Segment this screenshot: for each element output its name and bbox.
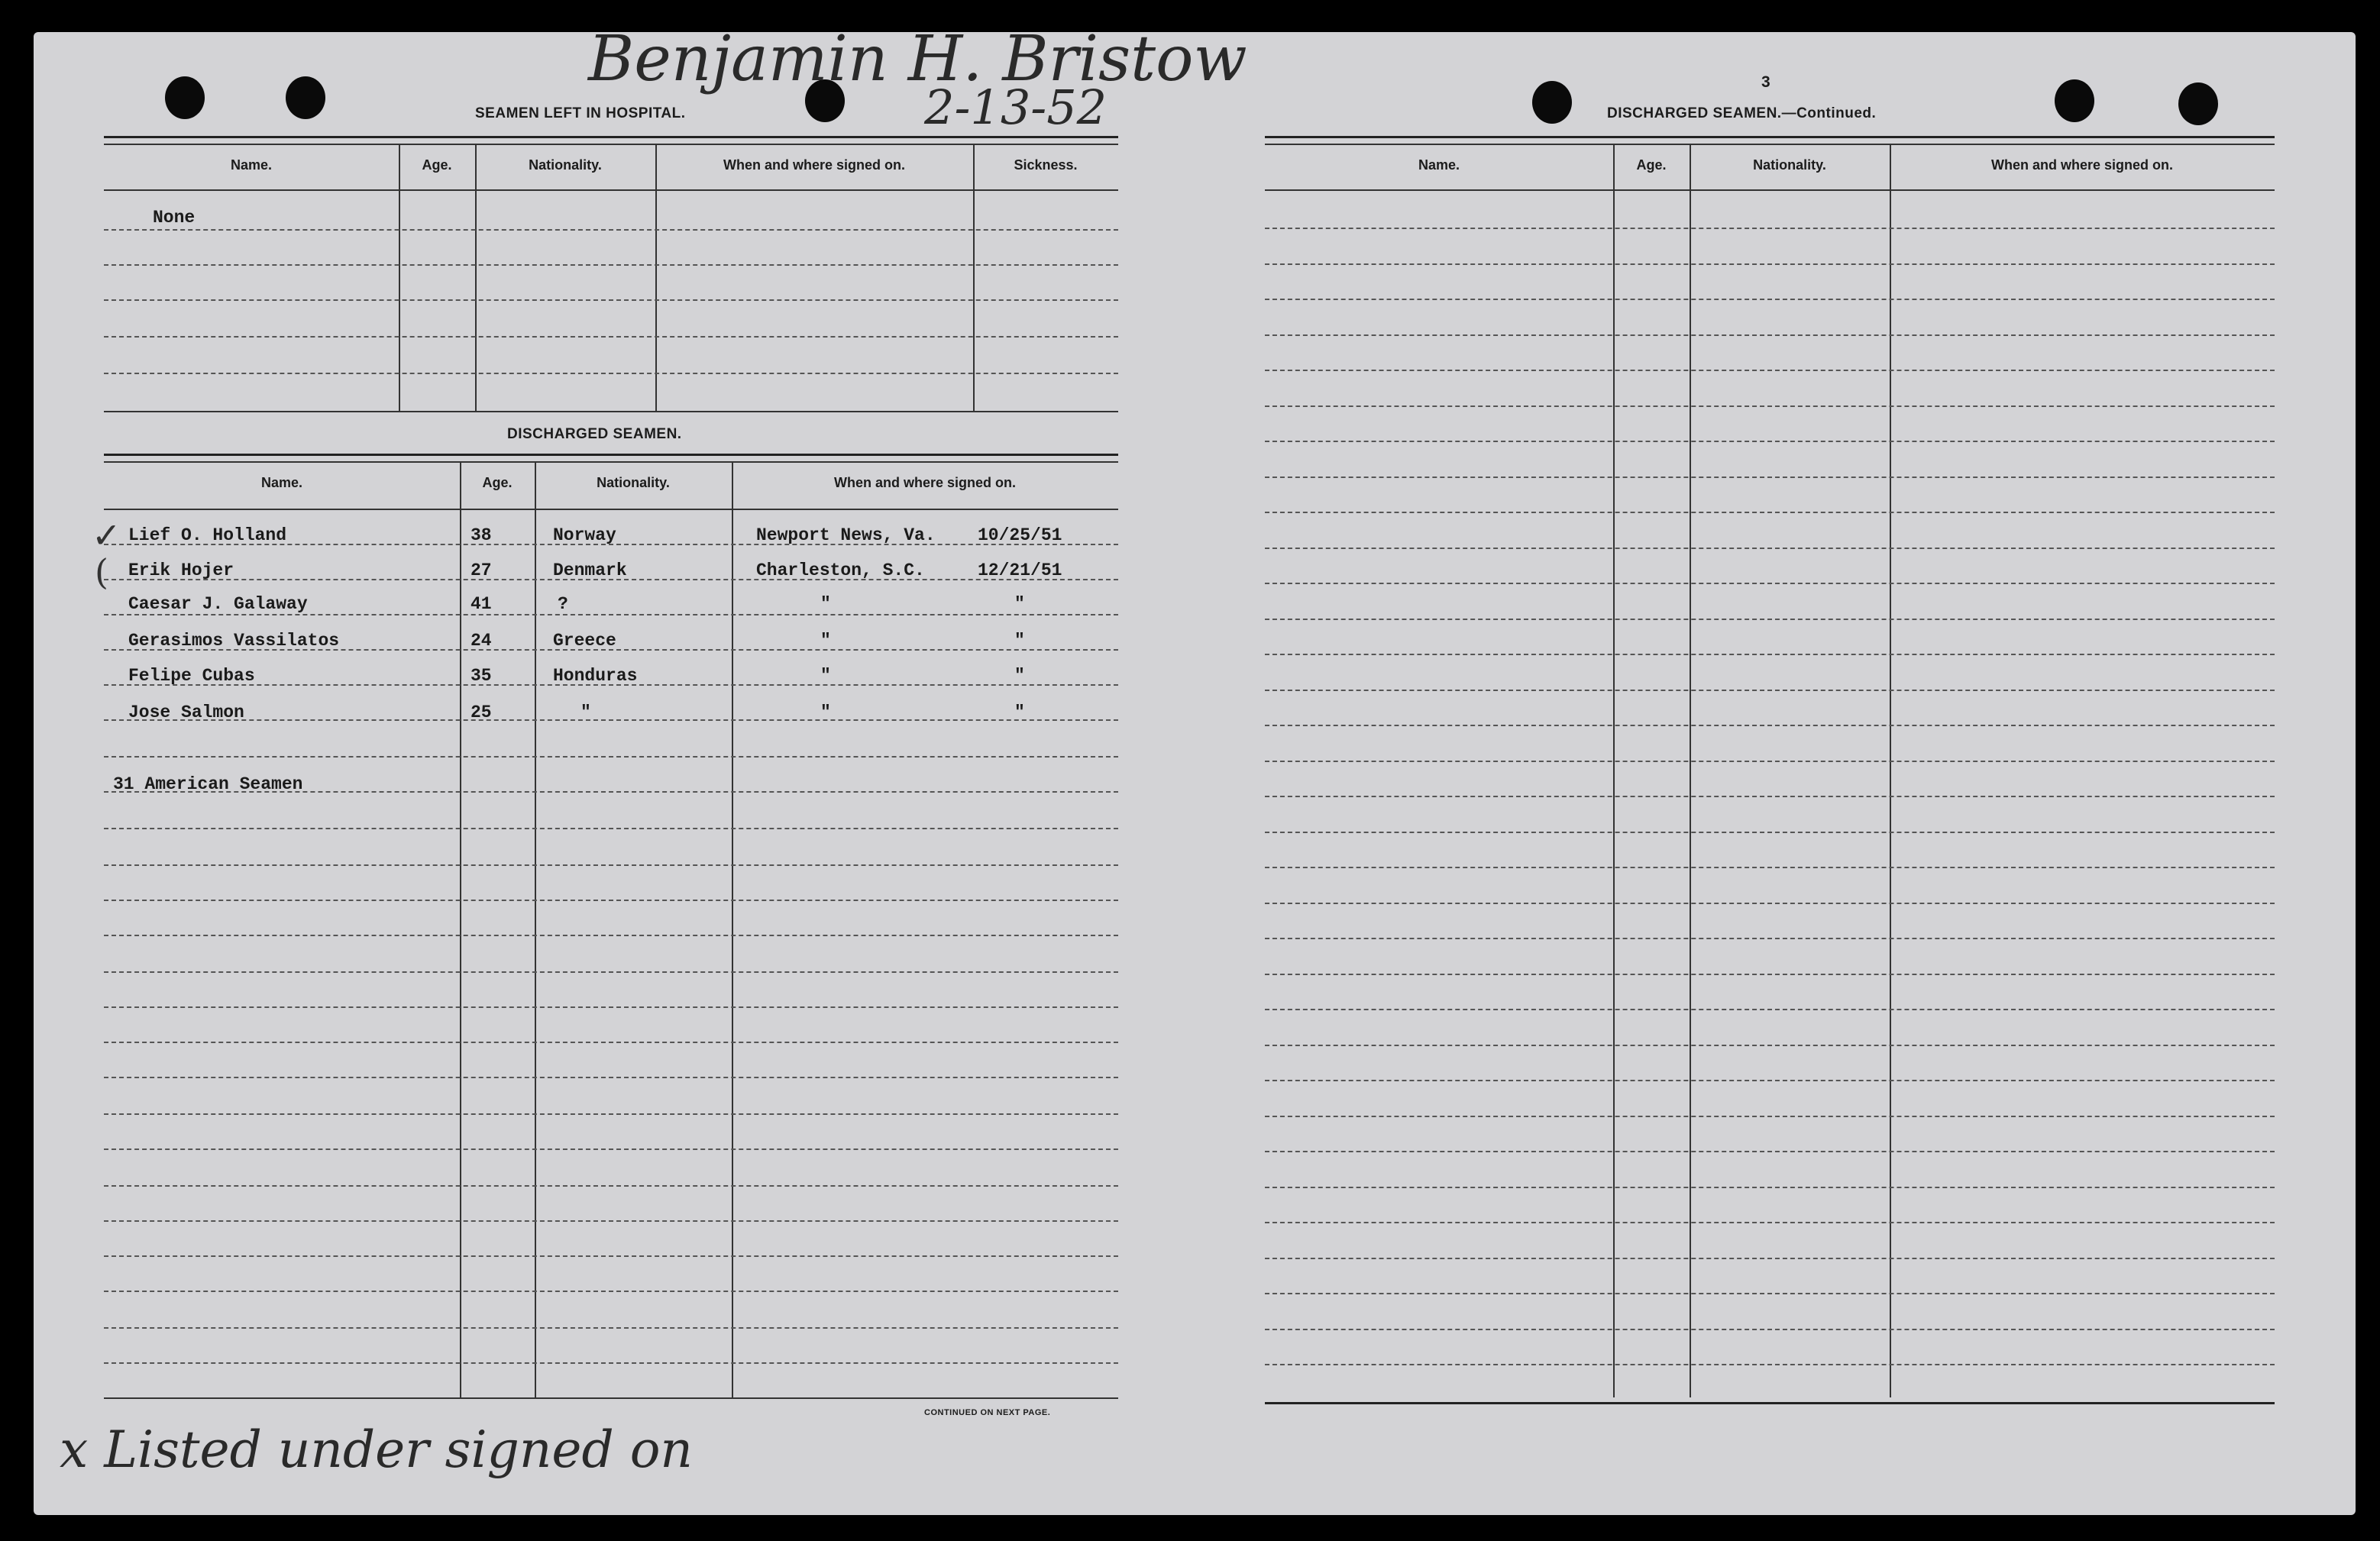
rule — [104, 144, 1118, 145]
dotted-line — [104, 649, 1118, 651]
dotted-line — [104, 1185, 1118, 1187]
discharged-date-cell: " — [1014, 666, 1025, 686]
discharged-nationality-cell: Honduras — [553, 666, 638, 686]
dotted-line — [1265, 477, 2275, 478]
dotted-line — [1265, 441, 2275, 442]
column-divider — [732, 461, 733, 1397]
discharged-nationality-cell: Denmark — [553, 561, 627, 580]
dotted-line — [104, 336, 1118, 338]
right-header-nationality: Nationality. — [1753, 157, 1826, 173]
discharged-age-cell: 41 — [471, 594, 492, 614]
dotted-line — [104, 828, 1118, 829]
dotted-line — [1265, 1329, 2275, 1330]
discharged-signed-on-cell: Charleston, S.C. — [756, 561, 925, 580]
handwritten-footnote: x Listed under signed on — [60, 1420, 693, 1479]
dotted-line — [104, 1113, 1118, 1115]
dotted-line — [104, 299, 1118, 301]
right-section-title: DISCHARGED SEAMEN.—Continued. — [1607, 105, 1877, 121]
dotted-line — [1265, 1009, 2275, 1010]
dotted-line — [104, 1220, 1118, 1222]
hospital-header-name: Name. — [230, 157, 273, 173]
dotted-line — [104, 1006, 1118, 1008]
rule — [104, 411, 1118, 412]
discharged-age-cell: 27 — [471, 561, 492, 580]
dotted-line — [1265, 654, 2275, 655]
column-divider — [1890, 144, 1891, 1397]
discharged-signed-on-cell: " — [820, 703, 831, 722]
dotted-line — [1265, 370, 2275, 371]
dotted-line — [1265, 1187, 2275, 1188]
dotted-line — [104, 1327, 1118, 1329]
discharged-age-cell: 24 — [471, 631, 492, 651]
discharged-signed-on-cell: Newport News, Va. — [756, 525, 936, 545]
hospital-header-nationality: Nationality. — [529, 157, 602, 173]
discharged-nationality-cell: Norway — [553, 525, 616, 545]
discharged-nationality-cell: ? — [558, 594, 568, 614]
hospital-section-title: SEAMEN LEFT IN HOSPITAL. — [475, 105, 686, 121]
dotted-line — [1265, 548, 2275, 549]
handwritten-date: 2-13-52 — [924, 79, 1108, 135]
column-divider — [535, 461, 536, 1397]
discharged-name-cell: Caesar J. Galaway — [128, 594, 308, 614]
page-number: 3 — [1761, 73, 1771, 91]
dotted-line — [1265, 725, 2275, 726]
discharged-nationality-cell: Greece — [553, 631, 616, 651]
handwritten-master-name: Benjamin H. Bristow — [588, 23, 1247, 95]
discharged-date-cell: " — [1014, 631, 1025, 651]
discharged-name-cell: Erik Hojer — [128, 561, 234, 580]
dotted-line — [1265, 1045, 2275, 1046]
summary-count: 31 American Seamen — [113, 774, 303, 794]
right-header-signed-on: When and where signed on. — [1990, 157, 2174, 173]
discharged-header-signed-on: When and where signed on. — [833, 475, 1017, 490]
rule — [104, 509, 1118, 510]
check-mark: ( — [95, 551, 108, 593]
rule — [1265, 1402, 2275, 1404]
dotted-line — [1265, 263, 2275, 265]
dotted-line — [104, 544, 1118, 545]
hospital-header-signed-on: When and where signed on. — [723, 157, 906, 173]
dotted-line — [104, 971, 1118, 973]
rule — [1265, 136, 2275, 138]
dotted-line — [1265, 974, 2275, 975]
dotted-line — [1265, 903, 2275, 904]
right-header-age: Age. — [1636, 157, 1667, 173]
punch-hole — [165, 76, 205, 119]
dotted-line — [104, 684, 1118, 686]
dotted-line — [1265, 1293, 2275, 1294]
dotted-line — [104, 935, 1118, 936]
dotted-line — [104, 579, 1118, 580]
rule — [104, 461, 1118, 463]
rule — [1265, 189, 2275, 191]
dotted-line — [1265, 583, 2275, 584]
discharged-name-cell: Jose Salmon — [128, 703, 244, 722]
dotted-line — [1265, 796, 2275, 797]
discharged-date-cell: " — [1014, 594, 1025, 614]
dotted-line — [1265, 1080, 2275, 1081]
dotted-line — [104, 864, 1118, 866]
hospital-header-sickness: Sickness. — [1014, 157, 1078, 173]
discharged-signed-on-cell: " — [820, 666, 831, 686]
dotted-line — [1265, 1151, 2275, 1152]
dotted-line — [1265, 405, 2275, 407]
dotted-line — [1265, 334, 2275, 336]
discharged-header-nationality: Nationality. — [597, 475, 670, 490]
check-mark: ✓ — [92, 515, 121, 556]
rule — [1265, 144, 2275, 145]
dotted-line — [104, 719, 1118, 721]
rule — [104, 136, 1118, 138]
column-divider — [460, 461, 461, 1397]
discharged-section-title: DISCHARGED SEAMEN. — [507, 426, 682, 442]
dotted-line — [1265, 228, 2275, 229]
dotted-line — [104, 791, 1118, 793]
dotted-line — [1265, 1364, 2275, 1365]
dotted-line — [1265, 299, 2275, 300]
discharged-age-cell: 25 — [471, 703, 492, 722]
discharged-date-cell: " — [1014, 703, 1025, 722]
dotted-line — [104, 614, 1118, 615]
dotted-line — [1265, 1116, 2275, 1117]
dotted-line — [104, 1077, 1118, 1078]
dotted-line — [1265, 619, 2275, 620]
dotted-line — [1265, 690, 2275, 691]
dotted-line — [1265, 867, 2275, 868]
discharged-age-cell: 38 — [471, 525, 492, 545]
dotted-line — [104, 1255, 1118, 1257]
dotted-line — [1265, 832, 2275, 833]
column-divider — [1613, 144, 1615, 1397]
rule — [104, 454, 1118, 456]
discharged-date-cell: 12/21/51 — [978, 561, 1062, 580]
dotted-line — [104, 1291, 1118, 1292]
discharged-name-cell: Lief O. Holland — [128, 525, 287, 545]
dotted-line — [104, 1042, 1118, 1043]
discharged-signed-on-cell: " — [820, 631, 831, 651]
dotted-line — [1265, 512, 2275, 513]
hospital-entry: None — [153, 208, 196, 228]
discharged-name-cell: Gerasimos Vassilatos — [128, 631, 340, 651]
discharged-name-cell: Felipe Cubas — [128, 666, 255, 686]
dotted-line — [104, 1148, 1118, 1150]
punch-hole — [286, 76, 325, 119]
punch-hole — [1532, 81, 1572, 124]
discharged-date-cell: 10/25/51 — [978, 525, 1062, 545]
dotted-line — [104, 1362, 1118, 1364]
dotted-line — [1265, 1258, 2275, 1259]
dotted-line — [104, 900, 1118, 901]
dotted-line — [1265, 938, 2275, 939]
punch-hole — [2178, 82, 2218, 125]
discharged-age-cell: 35 — [471, 666, 492, 686]
dotted-line — [104, 229, 1118, 231]
discharged-header-age: Age. — [482, 475, 513, 490]
rule — [104, 1397, 1118, 1399]
continued-note: CONTINUED ON NEXT PAGE. — [924, 1408, 1051, 1417]
column-divider — [1690, 144, 1691, 1397]
dotted-line — [1265, 761, 2275, 762]
dotted-line — [104, 373, 1118, 374]
dotted-line — [104, 264, 1118, 266]
discharged-nationality-cell: " — [580, 703, 591, 722]
dotted-line — [104, 756, 1118, 758]
hospital-header-age: Age. — [422, 157, 452, 173]
discharged-signed-on-cell: " — [820, 594, 831, 614]
rule — [104, 189, 1118, 191]
discharged-header-name: Name. — [260, 475, 303, 490]
right-header-name: Name. — [1418, 157, 1460, 173]
punch-hole — [2055, 79, 2094, 122]
dotted-line — [1265, 1222, 2275, 1223]
